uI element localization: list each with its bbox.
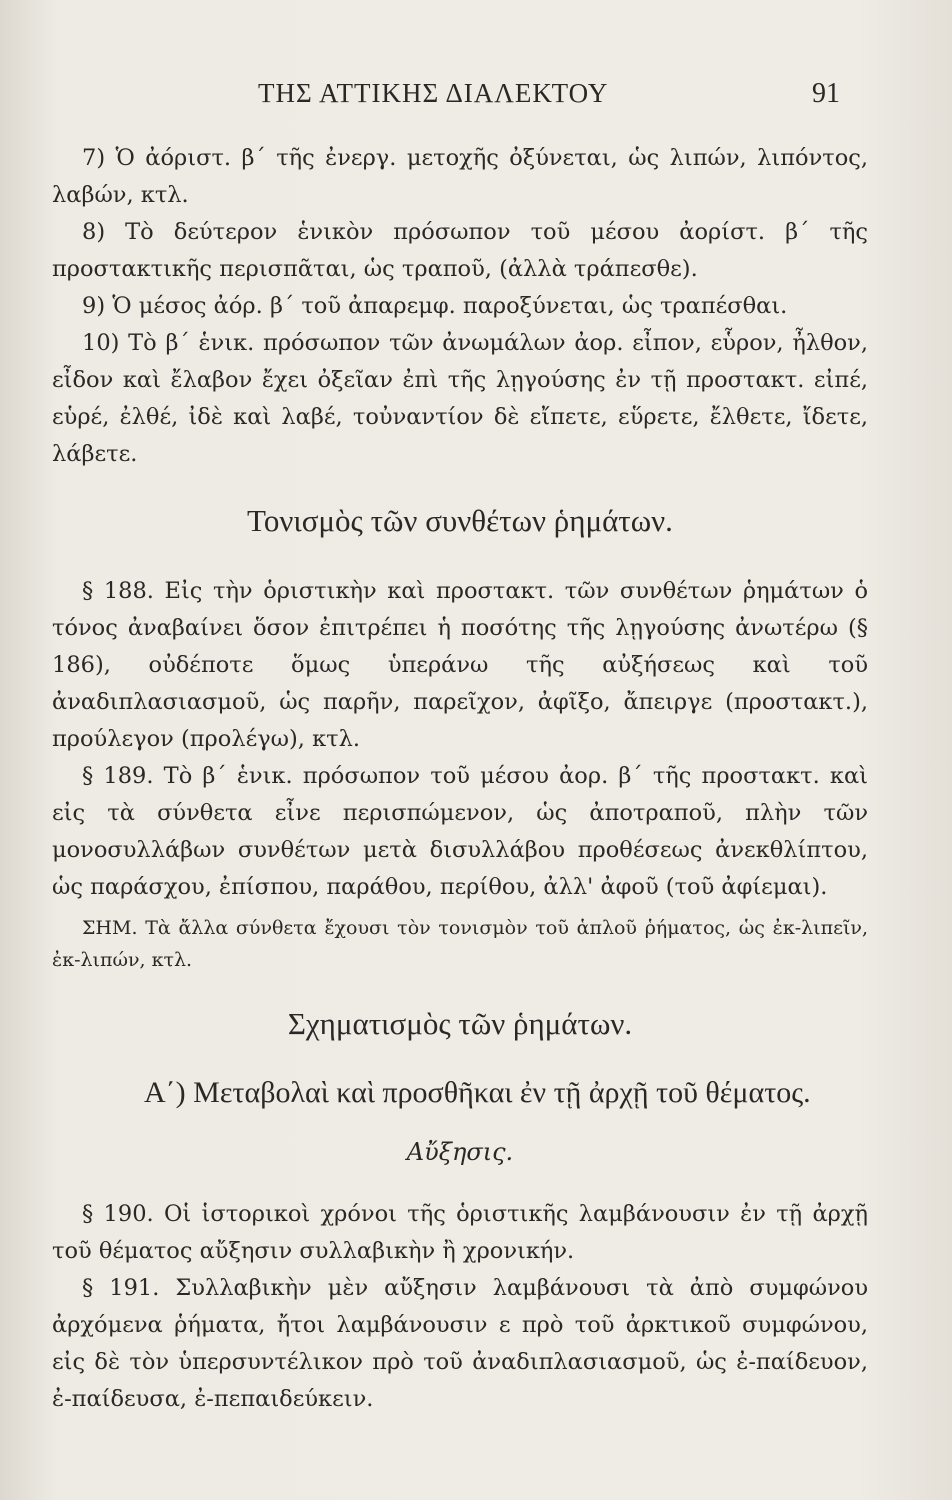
running-header xyxy=(0,78,952,118)
paragraph-9: 9) Ὁ μέσος ἀόρ. β΄ τοῦ ἀπαρεμφ. παροξύνεται, ὡς τραπέσθαι. xyxy=(82,293,788,319)
augment-heading: Αὔξησις. xyxy=(406,1138,514,1166)
section-heading-formation: Σχηματισμὸς τῶν ῥημάτων. xyxy=(287,1006,633,1041)
section-heading-accentuation: Τονισμὸς τῶν συνθέτων ῥημάτων. xyxy=(247,503,673,538)
running-title: ΤΗΣ ΑΤΤΙΚΗΣ ΔΙΑΛΕΚΤΟΥ xyxy=(258,78,609,108)
paragraph-190: § 190. Οἱ ἱστορικοὶ χρόνοι τῆς ὁριστικῆς λαμβάνουσιν ἐν τῇ ἀρχῇ τοῦ θέματος αὔξησιν συλλαβικὴν ἢ χρονικήν. xyxy=(52,1201,868,1264)
paragraph-10: 10) Τὸ β΄ ἑνικ. πρόσωπον τῶν ἀνωμάλων ἀορ. εἶπον, εὗρον, ἦλθον, εἶδον καὶ ἔλαβον ἔχει ὀξεῖαν ἐπὶ τῆς λῃγούσης ἐν τῇ προστακτ. εἰπέ, εὑρέ, ἐλθέ, ἰδὲ καὶ λαβέ, τοὐναντίον δὲ εἴπετε, εὕρετε, ἔλθετε, ἴδετε, λάβετε. xyxy=(52,330,868,467)
paragraph-8: 8) Τὸ δεύτερον ἑνικὸν πρόσωπον τοῦ μέσου ἀορίστ. β΄ τῆς προστακτικῆς περισπᾶται, ὡς τραποῦ, (ἀλλὰ τράπεσθε). xyxy=(52,219,868,282)
page-body xyxy=(52,140,868,1418)
note-paragraph: ΣΗΜ. Τὰ ἄλλα σύνθετα ἔχουσι τὸν τονισμὸν τοῦ ἁπλοῦ ῥήματος, ὡς ἐκ-λιπεῖν, ἐκ-λιπών, κτλ. xyxy=(52,917,868,971)
page-number: 91 xyxy=(812,78,840,109)
subsection-heading: Α΄) Μεταβολαὶ καὶ προσθῆκαι ἐν τῇ ἀρχῇ τοῦ θέματος. xyxy=(144,1076,811,1109)
paragraph-188: § 188. Εἰς τὴν ὁριστικὴν καὶ προστακτ. τῶν συνθέτων ῥημάτων ὁ τόνος ἀναβαίνει ὅσον ἐπιτρέπει ἡ ποσότης τῆς λῃγούσης ἀνωτέρω (§ 186), οὐδέποτε ὅμως ὑπεράνω τῆς αὐξήσεως καὶ τοῦ ἀναδιπλασιασμοῦ, ὡς παρῆν, παρεῖχον, ἀφῖξο, ἄπειργε (προστακτ.), προύλεγον (προλέγω), κτλ. xyxy=(52,578,868,752)
paragraph-189: § 189. Τὸ β΄ ἑνικ. πρόσωπον τοῦ μέσου ἀορ. β΄ τῆς προστακτ. καὶ εἰς τὰ σύνθετα εἶνε περισπώμενον, ὡς ἀποτραποῦ, πλὴν τῶν μονοσυλλάβων συνθέτων μετὰ δισυλλάβου προθέσεως ἀνεκθλίπτου, ὡς παράσχου, ἐπίσπου, παράθου, περίθου, ἀλλ' ἀφοῦ (τοῦ ἀφίεμαι). xyxy=(52,763,868,900)
paragraph-7: 7) Ὁ ἀόριστ. β΄ τῆς ἐνεργ. μετοχῆς ὀξύνεται, ὡς λιπών, λιπόντος, λαβών, κτλ. xyxy=(52,145,868,208)
paragraph-191: § 191. Συλλαβικὴν μὲν αὔξησιν λαμβάνουσι τὰ ἀπὸ συμφώνου ἀρχόμενα ῥήματα, ἤτοι λαμβάνουσιν ε πρὸ τοῦ ἀρκτικοῦ συμφώνου, εἰς δὲ τὸν ὑπερσυντέλικον πρὸ τοῦ ἀναδιπλασιασμοῦ, ὡς ἐ-παίδευον, ἐ-παίδευσα, ἐ-πεπαιδεύκειν. xyxy=(52,1275,868,1412)
